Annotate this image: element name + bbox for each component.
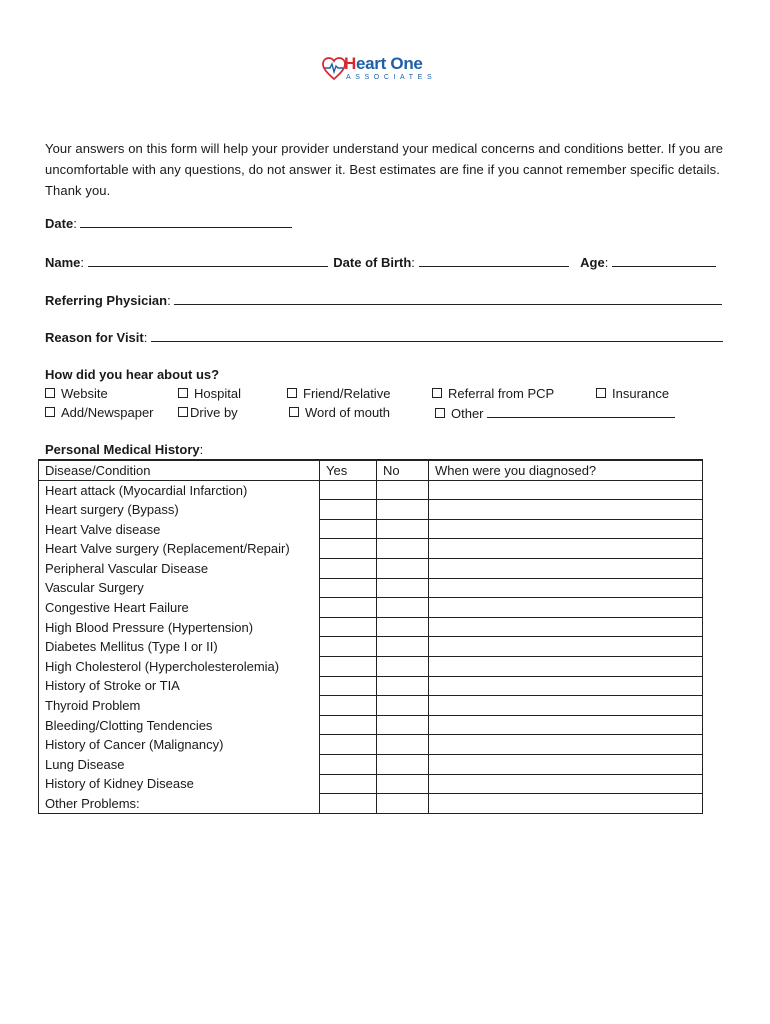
table-row <box>39 656 703 676</box>
no-cell[interactable] <box>377 558 429 578</box>
condition-cell: Vascular Surgery <box>39 578 320 598</box>
table-row <box>39 774 703 794</box>
diagnosed-cell[interactable] <box>429 774 703 794</box>
yes-cell[interactable] <box>320 539 377 559</box>
no-cell[interactable] <box>377 754 429 774</box>
condition-cell: Heart Valve disease <box>39 519 320 539</box>
option-friend-relative[interactable]: Friend/Relative <box>287 386 390 401</box>
no-cell[interactable] <box>377 794 429 814</box>
condition-cell: History of Cancer (Malignancy) <box>39 735 320 755</box>
condition-cell: Lung Disease <box>39 754 320 774</box>
hear-question: How did you hear about us? <box>45 367 220 382</box>
option-drive-by[interactable]: Drive by <box>178 405 238 420</box>
no-cell[interactable] <box>377 539 429 559</box>
yes-cell[interactable] <box>320 794 377 814</box>
date-field[interactable] <box>80 215 292 228</box>
table-row <box>39 794 703 814</box>
no-cell[interactable] <box>377 480 429 500</box>
dob-label: Date of Birth <box>333 255 412 270</box>
diagnosed-cell[interactable] <box>429 794 703 814</box>
header-yes: Yes <box>320 460 377 480</box>
table-row <box>39 637 703 657</box>
diagnosed-cell[interactable] <box>429 754 703 774</box>
yes-cell[interactable] <box>320 500 377 520</box>
yes-cell[interactable] <box>320 617 377 637</box>
condition-cell: Heart attack (Myocardial Infarction) <box>39 480 320 500</box>
checkbox[interactable] <box>178 407 188 417</box>
no-cell[interactable] <box>377 578 429 598</box>
dob-field[interactable] <box>419 254 569 267</box>
table-row <box>39 735 703 755</box>
no-cell[interactable] <box>377 598 429 618</box>
diagnosed-cell[interactable] <box>429 715 703 735</box>
table-row <box>39 715 703 735</box>
condition-cell: High Blood Pressure (Hypertension) <box>39 617 320 637</box>
logo-brand-text: Heart One <box>344 54 423 73</box>
age-label: Age <box>580 255 605 270</box>
yes-cell[interactable] <box>320 519 377 539</box>
yes-cell[interactable] <box>320 578 377 598</box>
checkbox[interactable] <box>45 407 55 417</box>
table-row <box>39 617 703 637</box>
header-no: No <box>377 460 429 480</box>
no-cell[interactable] <box>377 676 429 696</box>
yes-cell[interactable] <box>320 735 377 755</box>
no-cell[interactable] <box>377 715 429 735</box>
yes-cell[interactable] <box>320 715 377 735</box>
no-cell[interactable] <box>377 656 429 676</box>
table-row <box>39 519 703 539</box>
diagnosed-cell[interactable] <box>429 578 703 598</box>
diagnosed-cell[interactable] <box>429 480 703 500</box>
checkbox[interactable] <box>432 388 442 398</box>
checkbox[interactable] <box>596 388 606 398</box>
condition-cell: High Cholesterol (Hypercholesterolemia) <box>39 656 320 676</box>
heart-pulse-icon <box>322 56 346 82</box>
yes-cell[interactable] <box>320 774 377 794</box>
yes-cell[interactable] <box>320 676 377 696</box>
name-row: Name: Date of Birth: Age: <box>45 254 716 270</box>
yes-cell[interactable] <box>320 480 377 500</box>
reason-row: Reason for Visit: <box>45 329 723 345</box>
no-cell[interactable] <box>377 519 429 539</box>
logo-subtitle: ASSOCIATES <box>346 74 437 81</box>
condition-cell: Diabetes Mellitus (Type I or II) <box>39 637 320 657</box>
diagnosed-cell[interactable] <box>429 500 703 520</box>
diagnosed-cell[interactable] <box>429 637 703 657</box>
checkbox[interactable] <box>45 388 55 398</box>
heart-one-logo <box>322 54 437 88</box>
table-header-row <box>39 460 703 480</box>
checkbox[interactable] <box>289 407 299 417</box>
other-field[interactable] <box>487 405 675 418</box>
name-label: Name <box>45 255 81 270</box>
name-field[interactable] <box>88 254 328 267</box>
checkbox[interactable] <box>287 388 297 398</box>
condition-cell: Other Problems: <box>39 794 320 814</box>
option-add-newspaper[interactable]: Add/Newspaper <box>45 405 154 420</box>
referring-field[interactable] <box>174 292 722 305</box>
option-other[interactable]: Other <box>435 405 675 421</box>
option-referral-pcp[interactable]: Referral from PCP <box>432 386 554 401</box>
yes-cell[interactable] <box>320 637 377 657</box>
condition-cell: History of Kidney Disease <box>39 774 320 794</box>
condition-cell: Bleeding/Clotting Tendencies <box>39 715 320 735</box>
yes-cell[interactable] <box>320 558 377 578</box>
date-row: Date: <box>45 215 292 231</box>
option-website[interactable]: Website <box>45 386 108 401</box>
no-cell[interactable] <box>377 696 429 716</box>
table-row <box>39 696 703 716</box>
no-cell[interactable] <box>377 617 429 637</box>
condition-cell: History of Stroke or TIA <box>39 676 320 696</box>
header-condition: Disease/Condition <box>39 460 320 480</box>
reason-label: Reason for Visit <box>45 330 144 345</box>
date-label: Date <box>45 216 74 231</box>
checkbox[interactable] <box>435 408 445 418</box>
yes-cell[interactable] <box>320 696 377 716</box>
diagnosed-cell[interactable] <box>429 735 703 755</box>
referring-label: Referring Physician <box>45 293 168 308</box>
table-row <box>39 539 703 559</box>
condition-cell: Peripheral Vascular Disease <box>39 558 320 578</box>
table-row <box>39 754 703 774</box>
yes-cell[interactable] <box>320 754 377 774</box>
history-title: Personal Medical History: <box>45 442 204 457</box>
table-row <box>39 578 703 598</box>
option-word-of-mouth[interactable]: Word of mouth <box>289 405 390 420</box>
condition-cell: Heart Valve surgery (Replacement/Repair) <box>39 539 320 559</box>
reason-field[interactable] <box>151 329 723 342</box>
option-insurance[interactable]: Insurance <box>596 386 669 401</box>
table-row <box>39 676 703 696</box>
condition-cell: Heart surgery (Bypass) <box>39 500 320 520</box>
diagnosed-cell[interactable] <box>429 676 703 696</box>
diagnosed-cell[interactable] <box>429 656 703 676</box>
diagnosed-cell[interactable] <box>429 558 703 578</box>
diagnosed-cell[interactable] <box>429 539 703 559</box>
no-cell[interactable] <box>377 774 429 794</box>
no-cell[interactable] <box>377 637 429 657</box>
diagnosed-cell[interactable] <box>429 617 703 637</box>
diagnosed-cell[interactable] <box>429 598 703 618</box>
age-field[interactable] <box>612 254 716 267</box>
referring-row: Referring Physician: <box>45 292 722 308</box>
medical-history-table <box>38 459 703 814</box>
yes-cell[interactable] <box>320 598 377 618</box>
table-row <box>39 480 703 500</box>
header-diagnosed: When were you diagnosed? <box>429 460 703 480</box>
no-cell[interactable] <box>377 500 429 520</box>
diagnosed-cell[interactable] <box>429 519 703 539</box>
condition-cell: Thyroid Problem <box>39 696 320 716</box>
diagnosed-cell[interactable] <box>429 696 703 716</box>
yes-cell[interactable] <box>320 656 377 676</box>
option-hospital[interactable]: Hospital <box>178 386 241 401</box>
checkbox[interactable] <box>178 388 188 398</box>
table-row <box>39 500 703 520</box>
table-row <box>39 598 703 618</box>
intro-paragraph: Your answers on this form will help your provider understand your medical concerns and conditions better. If you are uncomfortable with any questions, do not answer it. Best estimates are fine if you cannot remember specific details. Thank you. <box>45 141 724 198</box>
table-row <box>39 558 703 578</box>
condition-cell: Congestive Heart Failure <box>39 598 320 618</box>
no-cell[interactable] <box>377 735 429 755</box>
